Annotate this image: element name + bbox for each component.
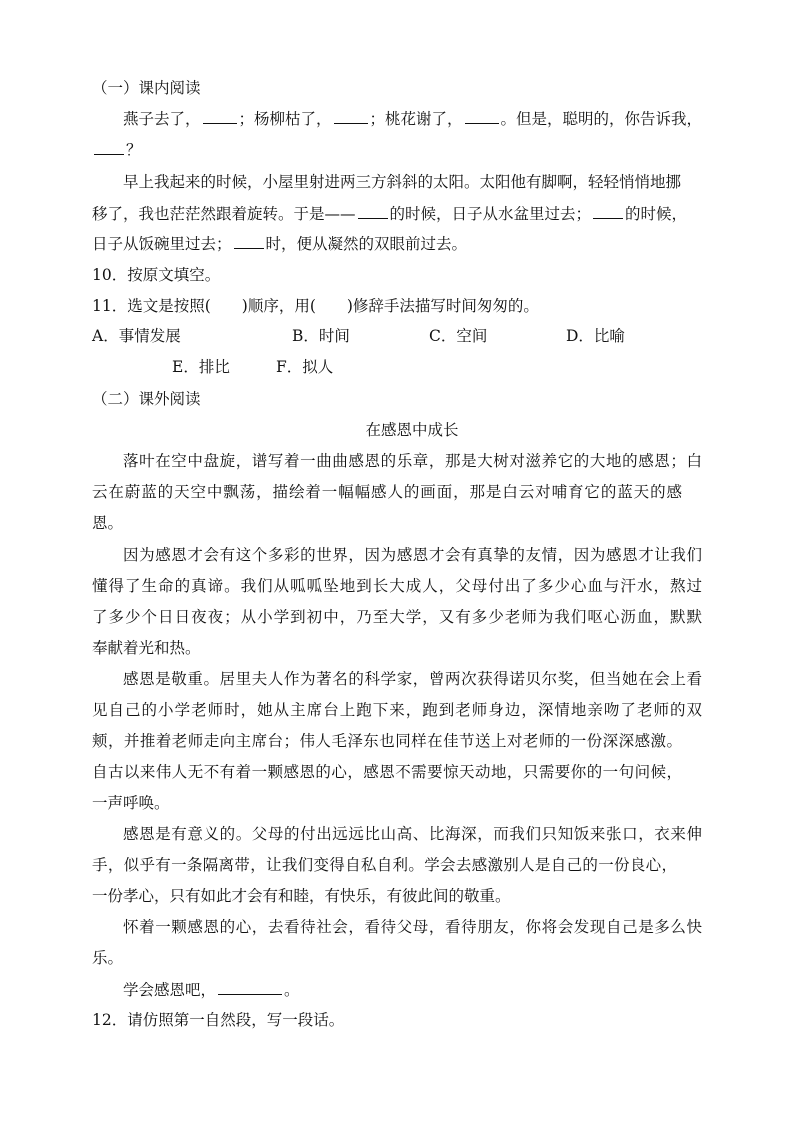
article-line: 怀着一颗感恩的心，去看待社会，看待父母，看待朋友，你将会发现自己是多么快 xyxy=(123,918,702,936)
answer-blank[interactable] xyxy=(234,233,264,249)
article-line: 见自己的小学老师时，她从主席台上跑下来，跑到老师身边，深情地亲吻了老师的双 xyxy=(92,701,702,719)
article-line: 感恩是敬重。居里夫人作为著名的科学家，曾两次获得诺贝尔奖，但当她在会上看 xyxy=(123,670,702,688)
passage-line: 早上我起来的时候，小屋里射进两三方斜斜的太阳。太阳他有脚啊，轻轻悄悄地挪 xyxy=(123,173,682,191)
question-10: 10．按原文填空。 xyxy=(92,266,221,284)
article-line: 自古以来伟人无不有着一颗感恩的心，感恩不需要惊天动地，只需要你的一句问候， xyxy=(92,763,682,781)
answer-blank[interactable] xyxy=(593,203,623,219)
article-line: 乐。 xyxy=(92,949,124,967)
passage-line: 移了，我也茫茫然跟着旋转。于是—— 的时候，日子从水盆里过去； 的时候， xyxy=(92,205,688,223)
article-line: 因为感恩才会有这个多彩的世界，因为感恩才会有真挚的友情，因为感恩才让我们 xyxy=(123,546,702,564)
article-line: 懂得了生命的真谛。我们从呱呱坠地到长大成人，父母付出了多少心血与汗水，熬过 xyxy=(92,577,702,595)
article-line: 学会感恩吧， 。 xyxy=(123,981,300,999)
question-12: 12．请仿照第一自然段，写一段话。 xyxy=(92,1011,345,1029)
article-line: 了多少个日日夜夜；从小学到初中，乃至大学，又有多少老师为我们呕心沥血，默默 xyxy=(92,608,702,626)
article-line: 落叶在空中盘旋，谱写着一曲曲感恩的乐章，那是大树对滋养它的大地的感恩；白 xyxy=(123,452,702,470)
section-heading-in-class: （一）课内阅读 xyxy=(92,79,201,97)
passage-line: ？ xyxy=(92,139,702,160)
option-f[interactable]: F．拟人 xyxy=(276,358,334,376)
answer-blank[interactable] xyxy=(218,979,282,995)
article-line: 手，似乎有一条隔离带，让我们变得自私自利。学会去感激别人是自己的一份良心， xyxy=(92,856,677,874)
passage-line: 燕子去了， ；杨柳枯了， ；桃花谢了， 。但是，聪明的，你告诉我， xyxy=(123,110,703,128)
answer-blank[interactable] xyxy=(334,108,368,124)
option-b[interactable]: B．时间 xyxy=(292,327,350,345)
option-c[interactable]: C．空间 xyxy=(429,327,488,345)
article-line: 奉献着光和热。 xyxy=(92,639,201,657)
answer-blank[interactable] xyxy=(203,108,237,124)
option-d[interactable]: D．比喻 xyxy=(566,327,625,345)
article-title: 在感恩中成长 xyxy=(365,421,459,439)
answer-blank[interactable] xyxy=(465,108,499,124)
article-line: 恩。 xyxy=(92,514,124,532)
article-line: 颊，并推着老师走向主席台；伟人毛泽东也同样在佳节送上对老师的一份深深感激。 xyxy=(92,732,682,750)
answer-blank[interactable] xyxy=(358,203,388,219)
article-line: 一声呼唤。 xyxy=(92,794,170,812)
article-line: 感恩是有意义的。父母的付出远远比山高、比海深，而我们只知饭来张口，衣来伸 xyxy=(123,825,702,843)
question-11: 11．选文是按照( )顺序，用( )修辞手法描写时间匆匆的。 xyxy=(92,297,539,315)
article-line: 一份孝心，只有如此才会有和睦，有快乐，有彼此间的敬重。 xyxy=(92,887,511,905)
answer-blank[interactable] xyxy=(94,139,124,155)
section-heading-extracurricular: （二）课外阅读 xyxy=(92,390,201,408)
option-e[interactable]: E．排比 xyxy=(172,358,230,376)
option-a[interactable]: A．事情发展 xyxy=(92,327,181,345)
article-line: 云在蔚蓝的天空中飘荡，描绘着一幅幅感人的画面，那是白云对哺育它的蓝天的感 xyxy=(92,483,682,501)
passage-line: 日子从饭碗里过去； 时，便从凝然的双眼前过去。 xyxy=(92,235,468,253)
